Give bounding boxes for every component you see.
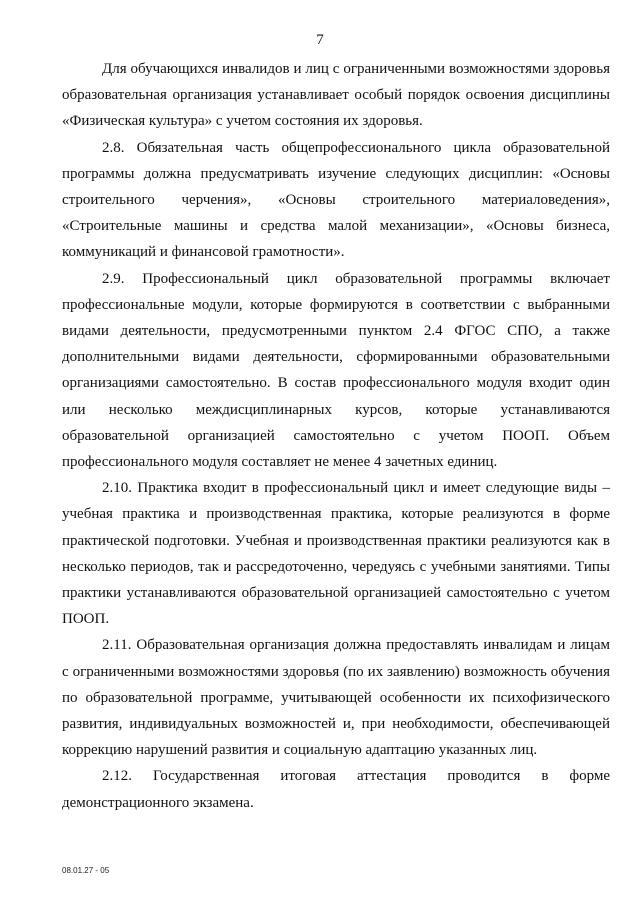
- footer-document-code: 08.01.27 - 05: [62, 866, 110, 875]
- paragraph-2-12: 2.12. Государственная итоговая аттестация проводится в форме демонстрационного экзамена.: [62, 768, 610, 811]
- page-number: 7: [316, 32, 324, 48]
- paragraph-intro: Для обучающихся инвалидов и лиц с ограниченными возможностями здоровья образовательная организация устанавливает особый порядок освоения дисциплины «Физическая культура» с учетом состояния их здоровья.: [62, 61, 610, 130]
- paragraph-2-9: 2.9. Профессиональный цикл образовательной программы включает профессиональные модули, которые формируются в соответствии с выбранными видами деятельности, предусмотренными пунктом 2.4 ФГОС СПО, а также дополнительными видами деятельности, сформированными образовательными организациями самостоятельно. В состав профессионального модуля входит один или несколько междисциплинарных курсов, которые устанавливаются образовательной организацией самостоятельно с учетом ПООП. Объем профессионального модуля составляет не менее 4 зачетных единиц.: [62, 270, 610, 471]
- document-body: [62, 56, 610, 816]
- paragraph-2-10: 2.10. Практика входит в профессиональный цикл и имеет следующие виды – учебная практика и производственная практика, которые реализуются в форме практической подготовки. Учебная и производственная практики реализуются как в несколько периодов, так и рассредоточенно, чередуясь с учебными занятиями. Типы практики устанавливаются образовательной организацией самостоятельно с учетом ПООП.: [62, 480, 610, 628]
- paragraph-2-11: 2.11. Образовательная организация должна предоставлять инвалидам и лицам с ограниченными возможностями здоровья (по их заявлению) возможность обучения по образовательной программе, учитывающей особенности их психофизического развития, индивидуальных возможностей и, при необходимости, обеспечивающей коррекцию нарушений развития и социальную адаптацию указанных лиц.: [62, 637, 610, 759]
- paragraph-2-8: 2.8. Обязательная часть общепрофессионального цикла образовательной программы должна предусматривать изучение следующих дисциплин: «Основы строительного черчения», «Основы строительного материаловедения», «Строительные машины и средства малой механизации», «Основы бизнеса, коммуникаций и финансовой грамотности».: [62, 139, 610, 261]
